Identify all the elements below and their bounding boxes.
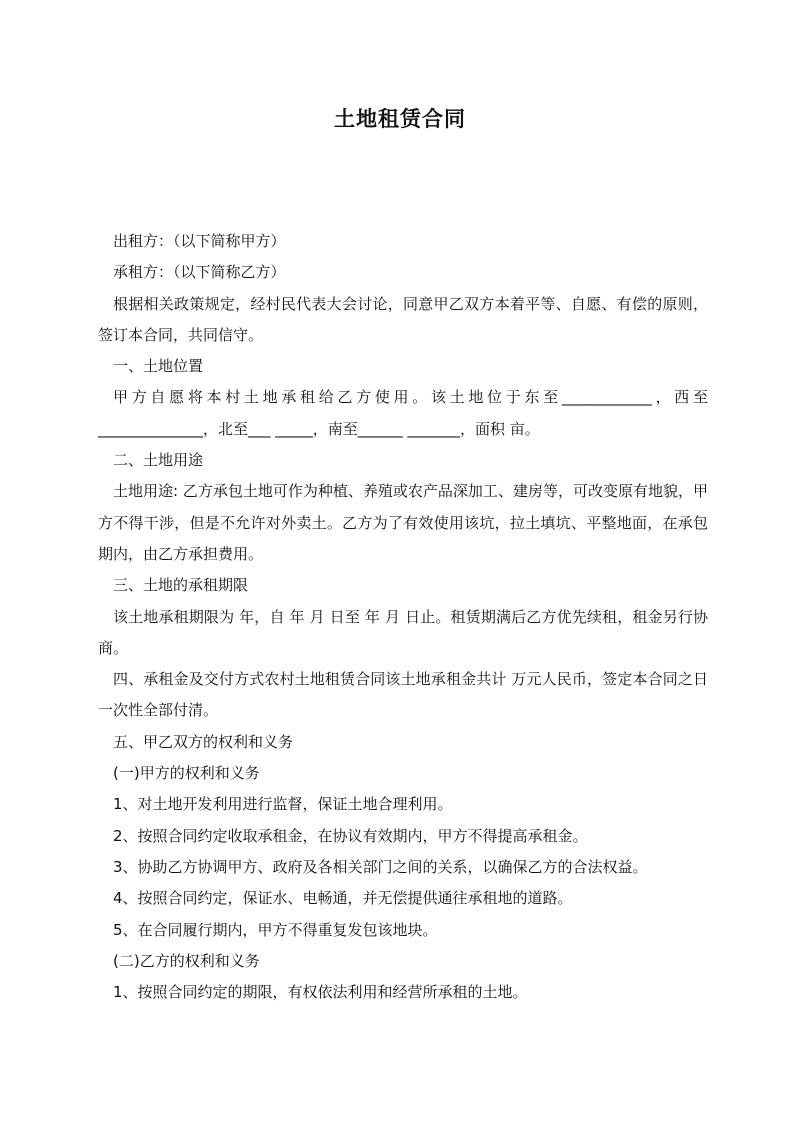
land-location-paragraph: 甲方自愿将本村土地承租给乙方使用。该土地位于东至____________，西至______________，北至___ _____，南至______ _______，面积 亩。	[98, 388, 708, 438]
party-a-clause: 1、对土地开发利用进行监督，保证土地合理利用。	[113, 795, 453, 814]
document-body	[98, 226, 708, 1008]
party-a-clause: 2、按照合同约定收取承租金，在协议有效期内，甲方不得提高承租金。	[113, 826, 588, 845]
lessor-line: 出租方：（以下简称甲方）	[113, 232, 286, 250]
section-heading-land-use: 二、土地用途	[113, 451, 204, 470]
rent-payment-paragraph: 四、承租金及交付方式农村土地租赁合同该土地承租金共计 万元人民币，签定本合同之日一次性全部付清。	[98, 670, 708, 720]
subsection-heading-party-a: (一)甲方的权利和义务	[113, 764, 260, 783]
section-heading-lease-term: 三、土地的承租期限	[113, 576, 249, 595]
lessee-line: 承租方：（以下简称乙方）	[113, 263, 286, 282]
party-a-clause: 3、协助乙方协调甲方、政府及各相关部门之间的关系，以确保乙方的合法权益。	[113, 857, 648, 876]
subsection-heading-party-b: (二)乙方的权利和义务	[113, 951, 260, 970]
party-b-clause: 1、按照合同约定的期限，有权依法利用和经营所承租的土地。	[113, 983, 528, 1002]
document-title: 土地租赁合同	[334, 107, 466, 131]
section-heading-rights-obligations: 五、甲乙双方的权利和义务	[113, 732, 294, 751]
lease-term-paragraph: 该土地承租期限为 年，自 年 月 日至 年 月 日止。租赁期满后乙方优先续租，租金另行协商。	[98, 607, 708, 657]
preamble-paragraph: 根据相关政策规定，经村民代表大会讨论，同意甲乙双方本着平等、自愿、有偿的原则，签订本合同，共同信守。	[98, 294, 708, 344]
land-use-paragraph: 土地用途: 乙方承包土地可作为种植、养殖或农产品深加工、建房等，可改变原有地貌，甲方不得干涉，但是不允许对外卖土。乙方为了有效使用该坑，拉土填坑、平整地面，在承包期内，由乙方承担费用。	[98, 482, 708, 563]
party-a-clause: 4、按照合同约定，保证水、电畅通，并无偿提供通往承租地的道路。	[113, 889, 573, 908]
party-a-clause: 5、在合同履行期内，甲方不得重复发包该地块。	[113, 920, 438, 939]
section-heading-land-location: 一、土地位置	[113, 357, 204, 376]
